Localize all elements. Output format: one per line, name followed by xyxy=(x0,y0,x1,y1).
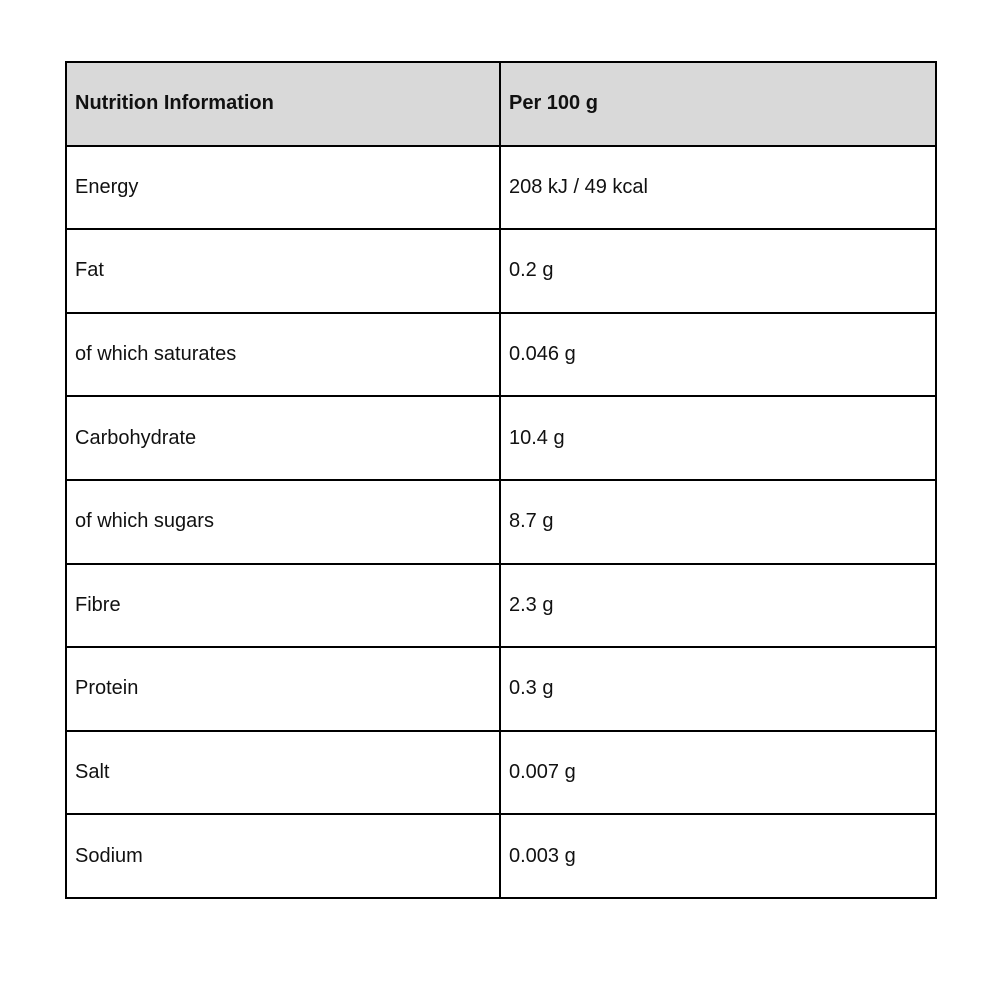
nutrient-label: Salt xyxy=(66,731,500,815)
nutrient-value: 0.2 g xyxy=(500,229,936,313)
nutrient-label: Energy xyxy=(66,146,500,230)
table-row xyxy=(66,313,936,397)
nutrient-label: Protein xyxy=(66,647,500,731)
nutrient-label: Carbohydrate xyxy=(66,396,500,480)
table-body xyxy=(66,146,936,898)
table-row xyxy=(66,396,936,480)
nutrient-label: of which saturates xyxy=(66,313,500,397)
nutrient-value: 2.3 g xyxy=(500,564,936,648)
header-nutrition-information: Nutrition Information xyxy=(66,62,500,146)
nutrient-value: 0.3 g xyxy=(500,647,936,731)
nutrition-table xyxy=(65,61,937,899)
nutrient-value: 8.7 g xyxy=(500,480,936,564)
nutrient-label: Fibre xyxy=(66,564,500,648)
header-per-100g: Per 100 g xyxy=(500,62,936,146)
nutrient-label: Fat xyxy=(66,229,500,313)
nutrient-value: 0.046 g xyxy=(500,313,936,397)
nutrient-value: 208 kJ / 49 kcal xyxy=(500,146,936,230)
table-row xyxy=(66,814,936,898)
nutrient-label: Sodium xyxy=(66,814,500,898)
table-row xyxy=(66,647,936,731)
table-header xyxy=(66,62,936,146)
nutrient-value: 0.007 g xyxy=(500,731,936,815)
nutrient-value: 0.003 g xyxy=(500,814,936,898)
nutrient-label: of which sugars xyxy=(66,480,500,564)
header-row xyxy=(66,62,936,146)
table-row xyxy=(66,229,936,313)
table-row xyxy=(66,146,936,230)
nutrient-value: 10.4 g xyxy=(500,396,936,480)
table-row xyxy=(66,731,936,815)
table-row xyxy=(66,480,936,564)
table-row xyxy=(66,564,936,648)
